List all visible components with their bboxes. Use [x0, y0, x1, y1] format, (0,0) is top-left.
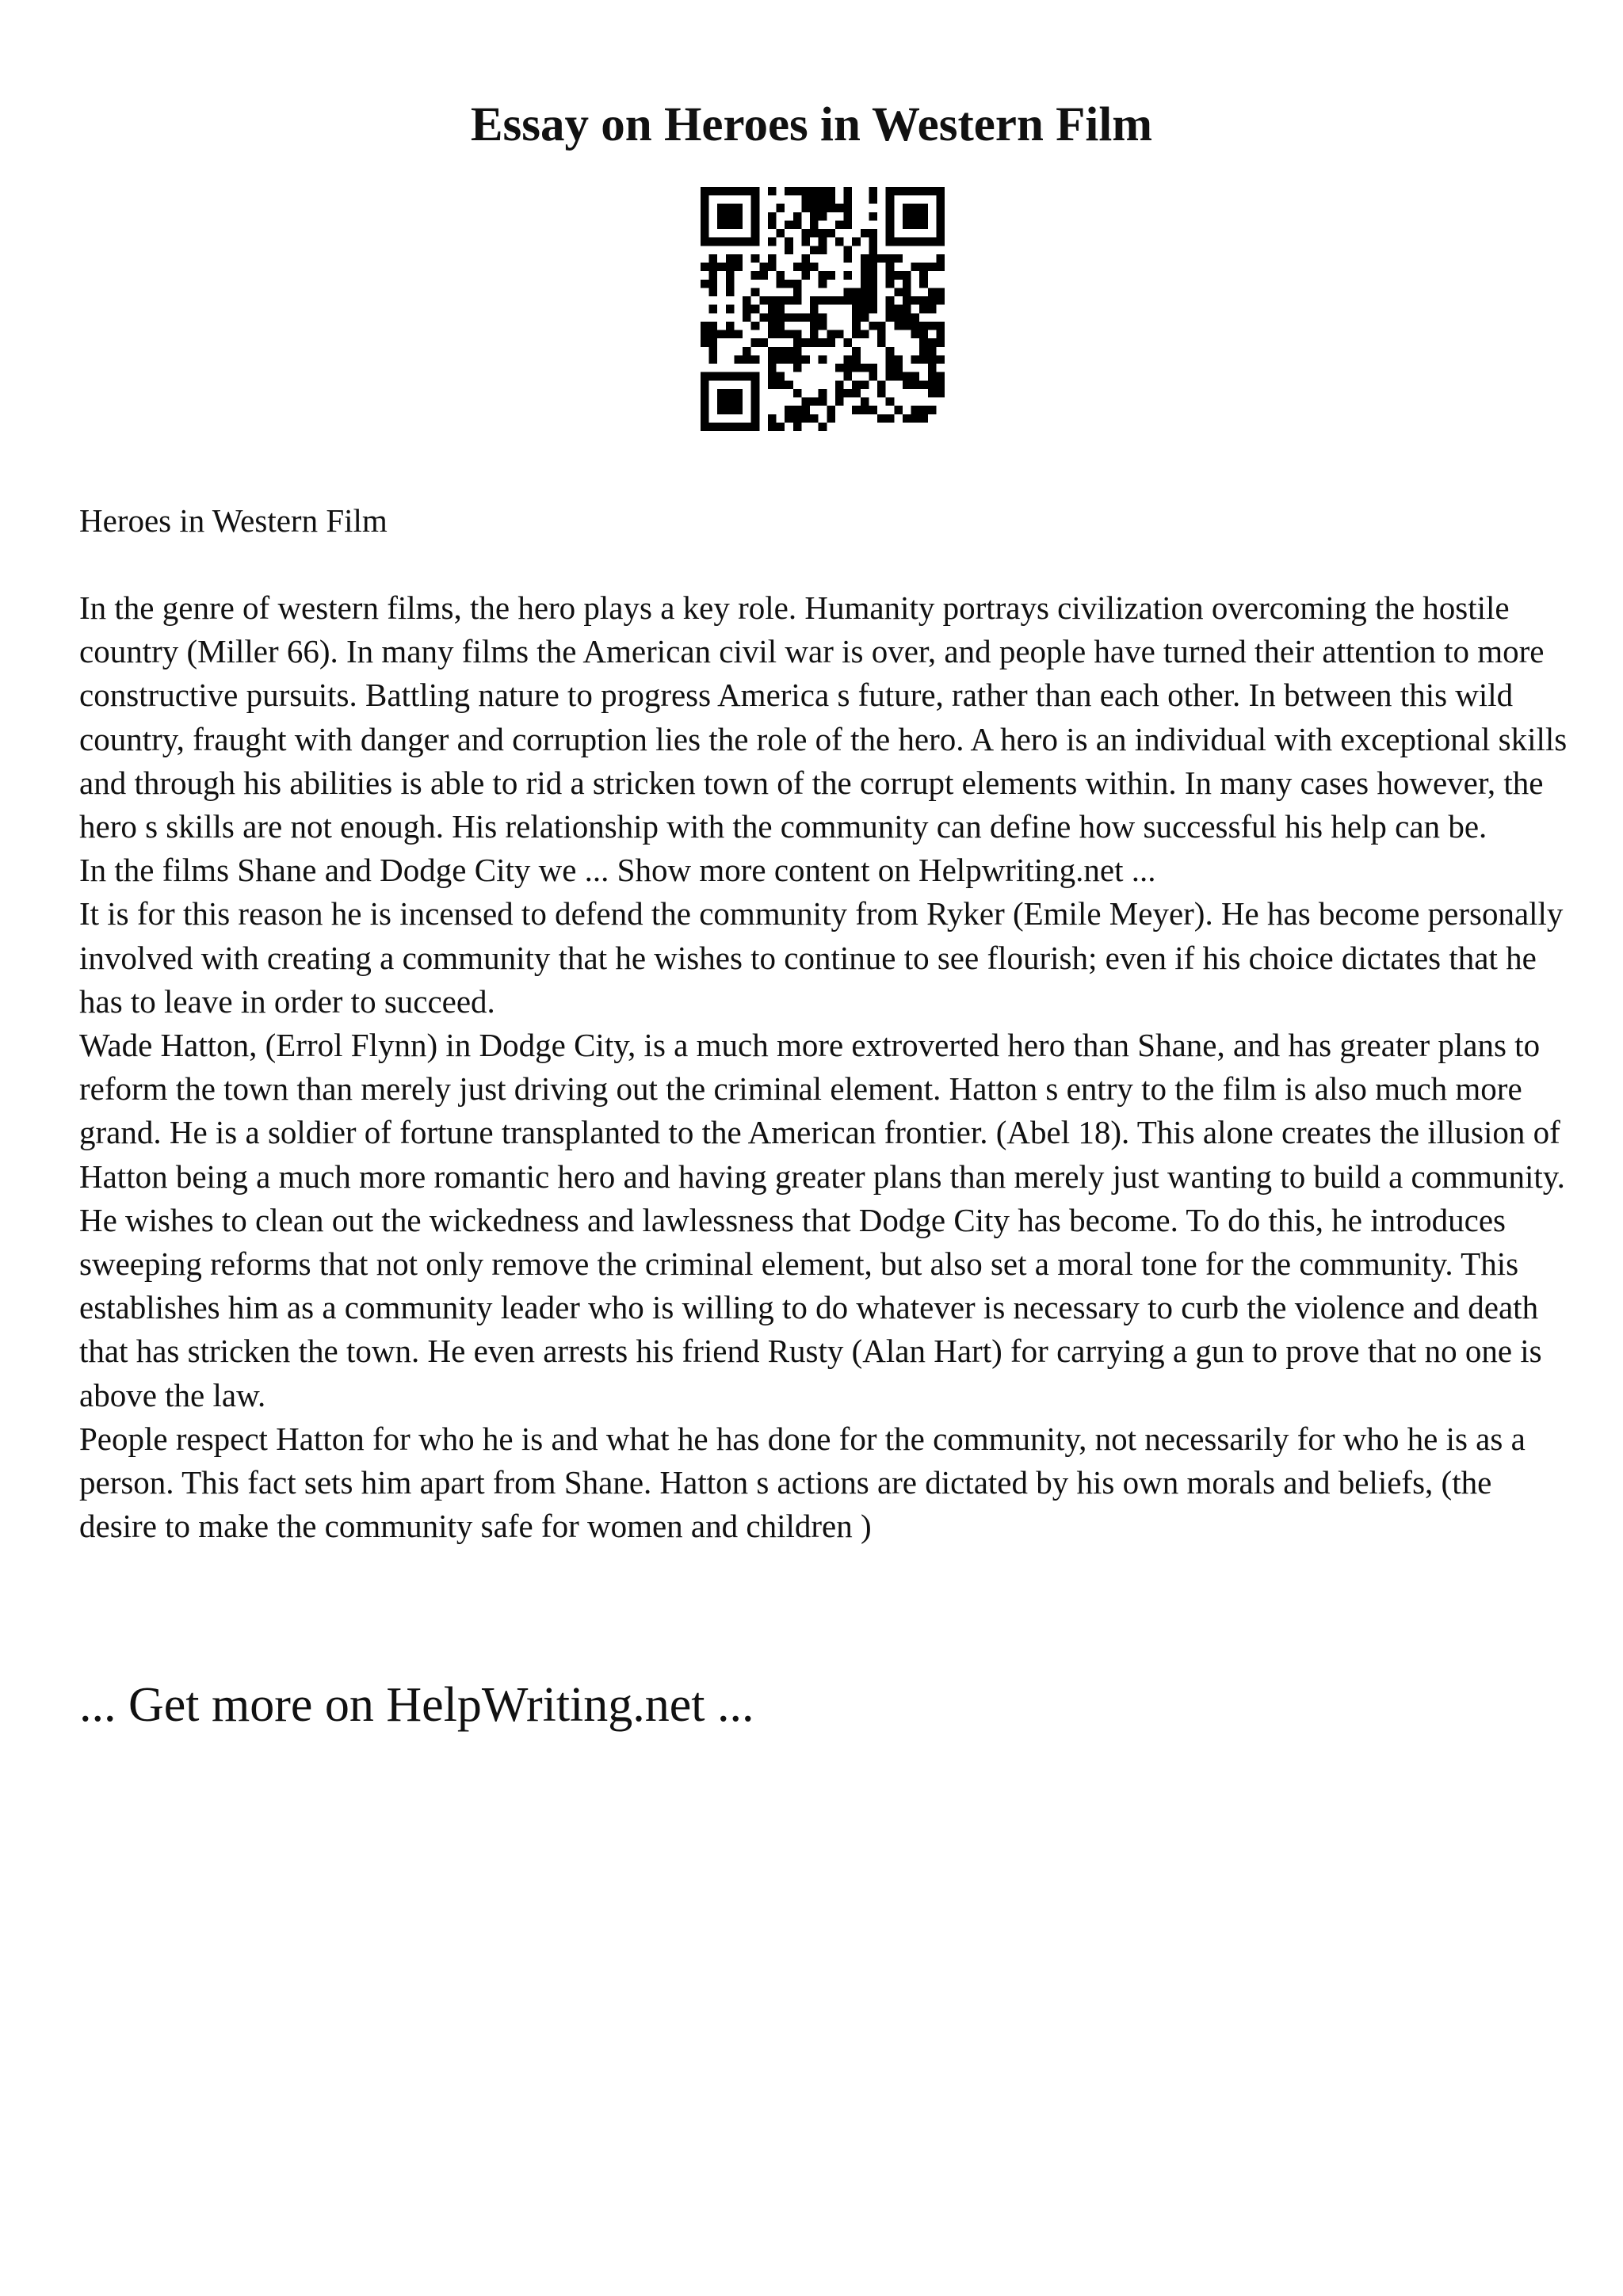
page-title: Essay on Heroes in Western Film: [470, 98, 1153, 151]
paragraph: It is for this reason he is incensed to defend the community from Ryker (Emile Meyer). He has become personally involved with creating a community that he wishes to continue to see flourish; even if his choice dictates that he has to leave in order to succeed.: [79, 895, 1564, 1020]
essay-body: [79, 586, 1569, 1548]
show-more-line[interactable]: In the films Shane and Dodge City we ... Show more content on Helpwriting.net ...: [79, 852, 1156, 889]
paragraph: People respect Hatton for who he is and what he has done for the community, not necessarily for who he is as a person. This fact sets him apart from Shane. Hatton s actions are dictated by his own morals and beliefs, (the desire to make the community safe for women and children ): [79, 1420, 1526, 1545]
qr-code-icon[interactable]: [701, 187, 945, 431]
paragraph: Wade Hatton, (Errol Flynn) in Dodge City, is a much more extroverted hero than Shane, and has greater plans to reform the town than merely just driving out the criminal element. Hatton s entry to the film is also much more grand. He is a soldier of fortune transplanted to the American frontier. (Abel 18). This alone creates the illusion of Hatton being a much more romantic hero and having greater plans than merely just wanting to build a community. He wishes to clean out the wickedness and lawlessness that Dodge City has become. To do this, he introduces sweeping reforms that not only remove the criminal element, but also set a moral tone for the community. This establishes him as a community leader who is willing to do whatever is necessary to curb the violence and death that has stricken the town. He even arrests his friend Rusty (Alan Hart) for carrying a gun to prove that no one is above the law.: [79, 1027, 1565, 1413]
get-more-link[interactable]: ... Get more on HelpWriting.net ...: [79, 1678, 754, 1732]
essay-subtitle: Heroes in Western Film: [79, 502, 388, 539]
paragraph: In the genre of western films, the hero plays a key role. Humanity portrays civilization overcoming the hostile country (Miller 66). In many films the American civil war is over, and people have turned their attention to more constructive pursuits. Battling nature to progress America s future, rather than each other. In between this wild country, fraught with danger and corruption lies the role of the hero. A hero is an individual with exceptional skills and through his abilities is able to rid a stricken town of the corrupt elements within. In many cases however, the hero s skills are not enough. His relationship with the community can define how successful his help can be.: [79, 589, 1568, 845]
